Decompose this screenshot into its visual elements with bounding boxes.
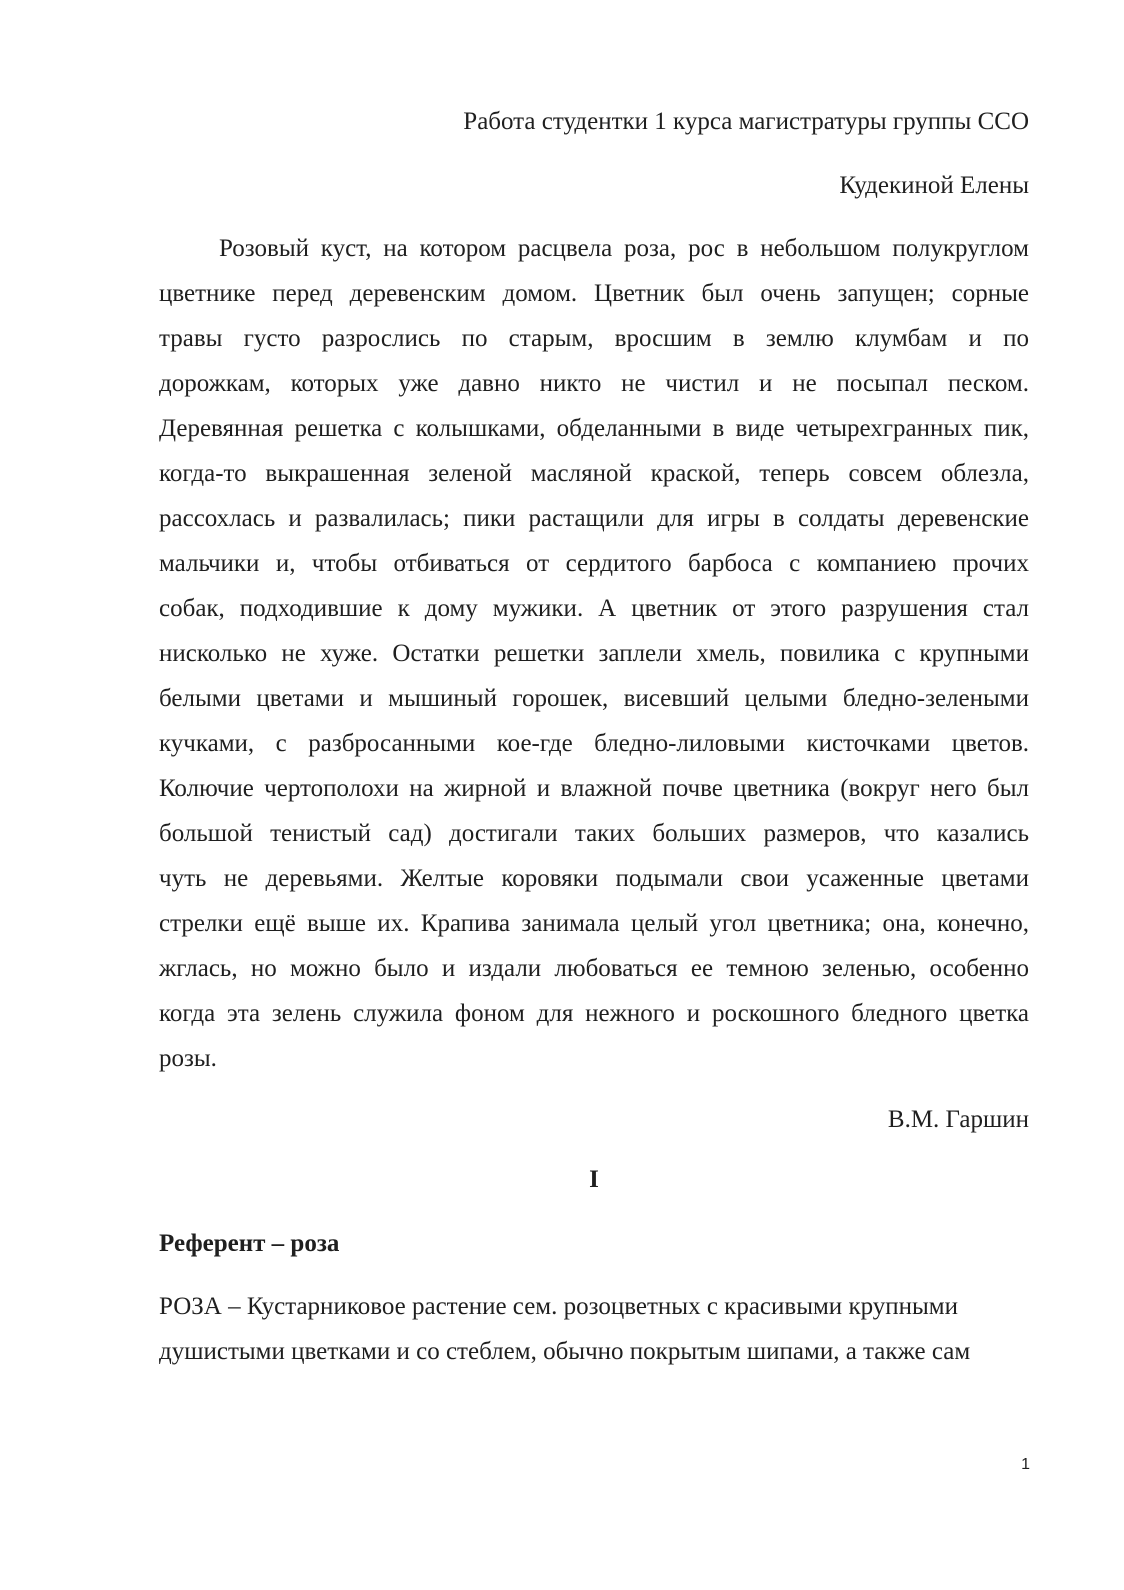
page-number: 1	[1021, 1456, 1030, 1473]
author-line-2: Кудекиной Елены	[839, 172, 1029, 199]
excerpt-line: дорожкам, которых уже давно никто не чистил и не посыпал песком.	[159, 370, 1029, 397]
excerpt-line: Колючие чертополохи на жирной и влажной почве цветника (вокруг него был	[159, 775, 1029, 802]
excerpt-line: когда-то выкрашенная зеленой масляной краской, теперь совсем облезла,	[159, 460, 1029, 487]
excerpt-line: розы.	[159, 1045, 217, 1072]
excerpt-line: Розовый куст, на котором расцвела роза, рос в небольшом полукруглом	[219, 235, 1029, 262]
excerpt-line: рассохлась и развалилась; пики растащили для игры в солдаты деревенские	[159, 505, 1029, 532]
excerpt-line: нисколько не хуже. Остатки решетки заплели хмель, повилика с крупными	[159, 640, 1029, 667]
excerpt-line: собак, подходившие к дому мужики. А цветник от этого разрушения стал	[159, 595, 1029, 622]
excerpt-line: чуть не деревьями. Желтые коровяки подымали свои усаженные цветами	[159, 865, 1029, 892]
excerpt-line: белыми цветами и мышиный горошек, висевший целыми бледно-зелеными	[159, 685, 1029, 712]
definition-line-1: РОЗА – Кустарниковое растение сем. розоцветных с красивыми крупными	[159, 1293, 959, 1320]
excerpt-line: большой тенистый сад) достигали таких больших размеров, что казались	[159, 820, 1029, 847]
section-numeral: I	[589, 1166, 599, 1193]
excerpt-line: жглась, но можно было и издали любоваться ее темною зеленью, особенно	[159, 955, 1029, 982]
excerpt-line: когда эта зелень служила фоном для нежного и роскошного бледного цветка	[159, 1000, 1029, 1027]
excerpt-line: травы густо разрослись по старым, вросшим в землю клумбам и по	[159, 325, 1029, 352]
excerpt-line: кучками, с разбросанными кое-где бледно-лиловыми кисточками цветов.	[159, 730, 1029, 757]
excerpt-line: мальчики и, чтобы отбиваться от сердитого барбоса с компаниею прочих	[159, 550, 1029, 577]
author-line-1: Работа студентки 1 курса магистратуры группы ССО	[463, 108, 1029, 135]
excerpt-line: цветнике перед деревенским домом. Цветник был очень запущен; сорные	[159, 280, 1029, 307]
definition-line-2: душистыми цветками и со стеблем, обычно покрытым шипами, а также сам	[159, 1338, 971, 1365]
excerpt-line: Деревянная решетка с колышками, обделанными в виде четырехгранных пик,	[159, 415, 1029, 442]
excerpt-line: стрелки ещё выше их. Крапива занимала целый угол цветника; она, конечно,	[159, 910, 1029, 937]
section-heading: Референт – роза	[159, 1230, 340, 1257]
attribution: В.М. Гаршин	[887, 1106, 1029, 1133]
